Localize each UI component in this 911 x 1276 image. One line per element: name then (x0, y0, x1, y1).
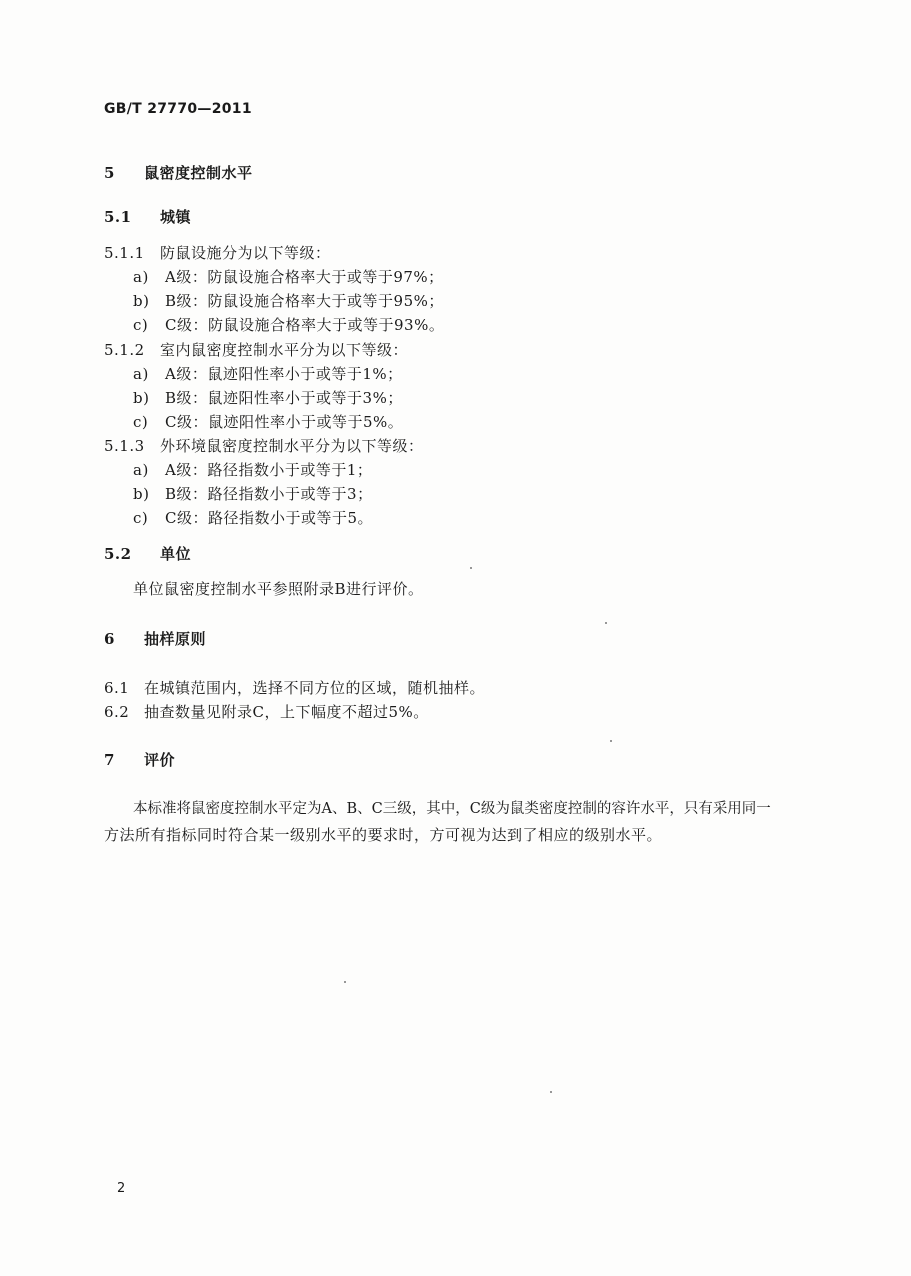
list-item-text: B级：鼠迹阳性率小于或等于3%； (165, 389, 403, 407)
list-item-text: B级：防鼠设施合格率大于或等于95%； (165, 292, 444, 310)
clause-text: 防鼠设施分为以下等级： (160, 244, 331, 262)
list-item (133, 389, 403, 407)
clause-5-1-3 (104, 437, 424, 455)
scan-speck (550, 1091, 552, 1093)
list-item (133, 413, 403, 431)
list-item (133, 365, 403, 383)
list-item (133, 316, 444, 334)
list-item (133, 292, 444, 310)
section-5-2-heading (104, 545, 191, 563)
list-item-label: a) (133, 268, 149, 286)
list-item-text: A级：路径指数小于或等于1； (165, 461, 373, 479)
clause-number: 5.1.2 (104, 341, 145, 359)
list-item-label: a) (133, 365, 149, 383)
list-item-text: B级：路径指数小于或等于3； (165, 485, 373, 503)
section-7-heading (104, 751, 175, 769)
list-item-text: C级：鼠迹阳性率小于或等于5%。 (165, 413, 404, 431)
clause-number: 6.1 (104, 679, 130, 697)
page-number: 2 (117, 1181, 126, 1196)
standard-code: GB/T 27770—2011 (104, 101, 252, 117)
list-item-text: C级：路径指数小于或等于5。 (165, 509, 374, 527)
section-number: 5.2 (104, 545, 132, 563)
list-item (133, 268, 444, 286)
section-title: 评价 (144, 751, 176, 769)
list-item-label: b) (133, 485, 150, 503)
section-number: 7 (104, 751, 115, 769)
section-title: 城镇 (160, 208, 192, 226)
list-item (133, 461, 372, 479)
clause-6-1 (104, 679, 485, 697)
section-5-heading (104, 164, 253, 182)
clause-number: 5.1.1 (104, 244, 145, 262)
clause-6-2 (104, 703, 429, 721)
clause-text: 室内鼠密度控制水平分为以下等级： (160, 341, 409, 359)
list-item-text: C级：防鼠设施合格率大于或等于93%。 (165, 316, 445, 334)
clause-text: 外环境鼠密度控制水平分为以下等级： (160, 437, 424, 455)
scan-speck (344, 981, 346, 983)
body-paragraph-line: 方法所有指标同时符合某一级别水平的要求时，方可视为达到了相应的级别水平。 (104, 826, 663, 844)
body-paragraph: 单位鼠密度控制水平参照附录B进行评价。 (133, 580, 424, 598)
section-6-heading (104, 630, 206, 648)
list-item-label: a) (133, 461, 149, 479)
section-5-1-heading (104, 208, 191, 226)
clause-5-1-2 (104, 341, 408, 359)
list-item-label: c) (133, 316, 149, 334)
list-item-label: b) (133, 389, 150, 407)
section-title: 鼠密度控制水平 (144, 164, 253, 182)
scan-speck (470, 567, 472, 569)
body-paragraph-line: 本标准将鼠密度控制水平定为A、B、C三级，其中，C级为鼠类密度控制的容许水平，只有采用同一 (133, 801, 771, 817)
scan-speck (605, 622, 607, 624)
section-title: 单位 (160, 545, 192, 563)
section-number: 5 (104, 164, 115, 182)
list-item-text: A级：鼠迹阳性率小于或等于1%； (165, 365, 403, 383)
list-item (133, 509, 373, 527)
section-number: 5.1 (104, 208, 132, 226)
clause-5-1-1 (104, 244, 331, 262)
list-item-label: b) (133, 292, 150, 310)
clause-text: 在城镇范围内，选择不同方位的区域，随机抽样。 (144, 679, 486, 697)
scan-speck (610, 740, 612, 742)
clause-text: 抽查数量见附录C，上下幅度不超过5%。 (144, 703, 429, 721)
section-title: 抽样原则 (144, 630, 207, 648)
section-number: 6 (104, 630, 115, 648)
list-item-label: c) (133, 413, 149, 431)
list-item-text: A级：防鼠设施合格率大于或等于97%； (165, 268, 444, 286)
list-item (133, 485, 373, 503)
list-item-label: c) (133, 509, 149, 527)
clause-number: 5.1.3 (104, 437, 145, 455)
clause-number: 6.2 (104, 703, 130, 721)
